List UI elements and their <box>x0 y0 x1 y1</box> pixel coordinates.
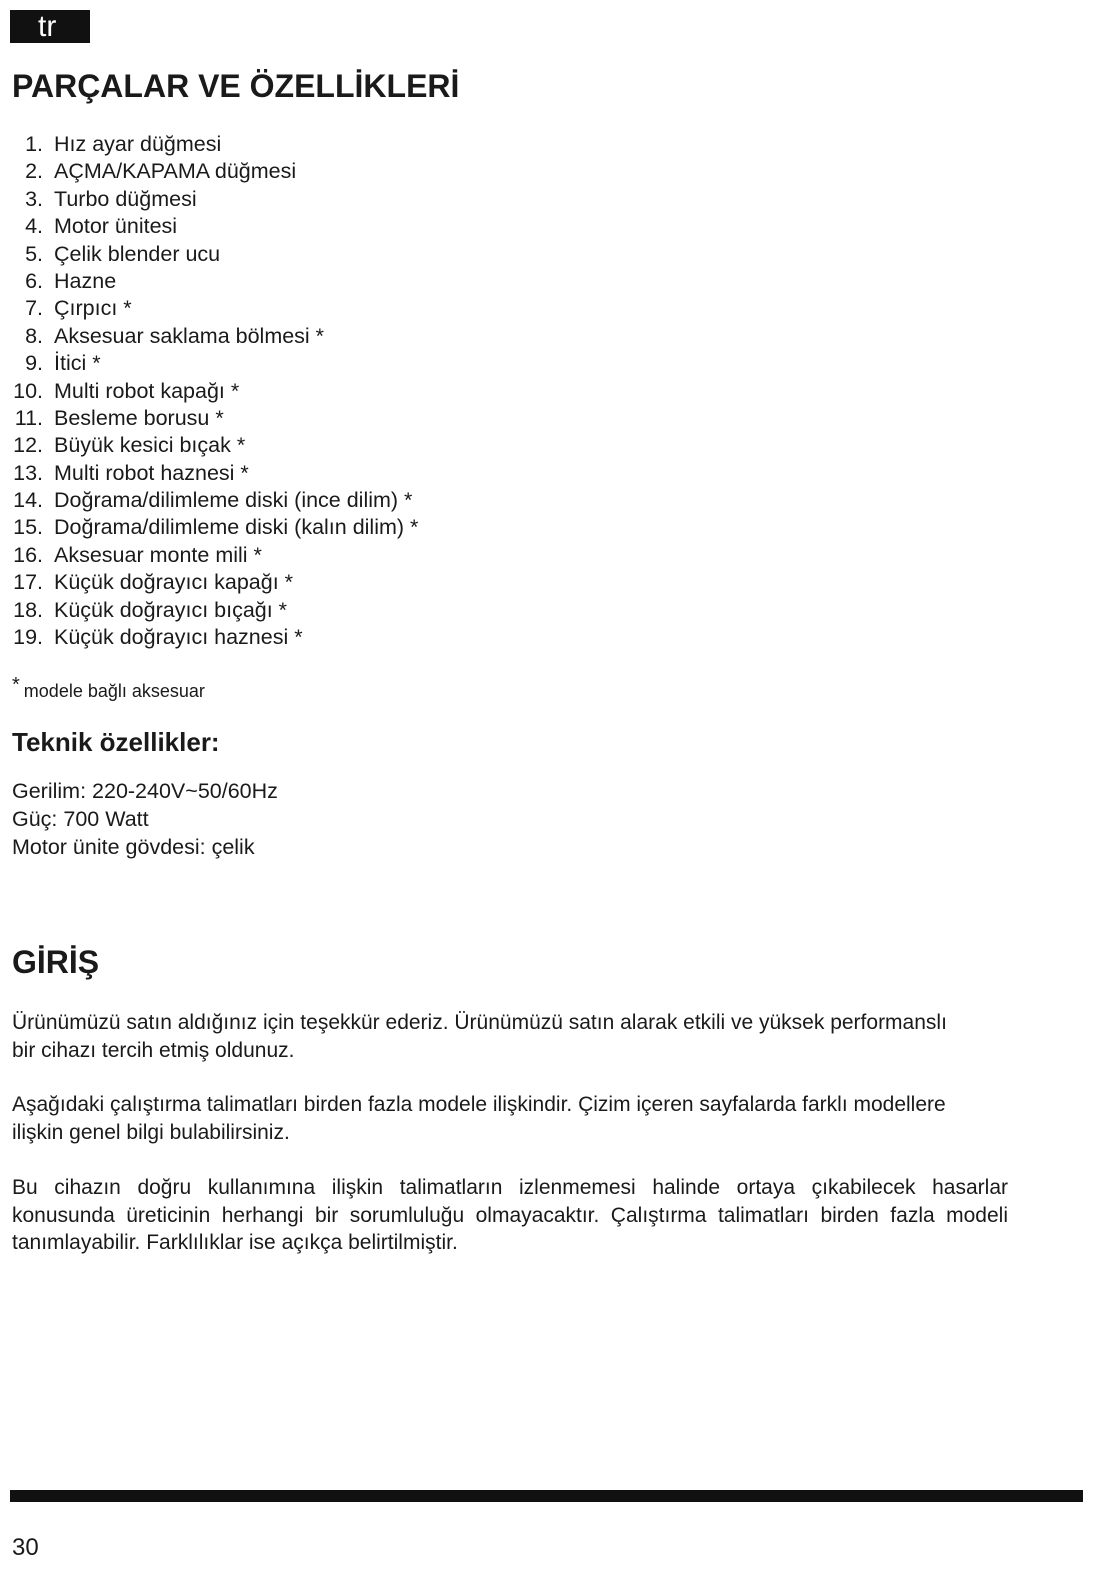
intro-section-title: GİRİŞ <box>12 944 100 980</box>
spec-line: Motor ünite gövdesi: çelik <box>12 835 255 859</box>
list-item: 1. Hız ayar düğmesi <box>25 132 222 156</box>
list-item: 18. Küçük doğrayıcı bıçağı * <box>13 597 288 622</box>
language-tab: tr <box>10 10 90 43</box>
list-item: 15. Doğrama/dilimleme diski (kalın dilim) * <box>13 515 419 540</box>
specs-list <box>12 777 278 861</box>
parts-section-title: PARÇALAR VE ÖZELLİKLERİ <box>12 68 460 104</box>
intro-paragraph: Aşağıdaki çalıştırma talimatları birden fazla modele ilişkindir. Çizim içeren sayfalarda farklı modellere ilişkin genel bilgi bulabilirsiniz. <box>12 1093 946 1144</box>
accessory-footnote: * modele bağlı aksesuar <box>12 674 205 701</box>
spec-line: Güç: 700 Watt <box>12 807 149 831</box>
list-item: 7. Çırpıcı * <box>25 296 132 321</box>
list-item: 17. Küçük doğrayıcı kapağı * <box>13 570 294 595</box>
list-item: 19. Küçük doğrayıcı haznesi * <box>13 625 303 650</box>
list-item: 16. Aksesuar monte mili * <box>13 542 262 567</box>
page-number: 30 <box>12 1534 39 1561</box>
parts-list <box>0 131 418 651</box>
list-item: 10. Multi robot kapağı * <box>13 378 240 403</box>
intro-paragraph: Ürünümüzü satın aldığınız için teşekkür ederiz. Ürünümüzü satın alarak etkili ve yüksek performanslı bir cihazı tercih etmiş oldunuz. <box>12 1011 947 1062</box>
footer-divider <box>10 1490 1083 1502</box>
list-item: 13. Multi robot haznesi * <box>13 460 249 485</box>
list-item: 6. Hazne <box>25 268 117 293</box>
list-item: 5. Çelik blender ucu <box>25 241 221 266</box>
spec-line: Gerilim: 220-240V~50/60Hz <box>12 779 278 803</box>
list-item: 8. Aksesuar saklama bölmesi * <box>25 323 325 348</box>
intro-paragraph: Bu cihazın doğru kullanımına ilişkin talimatların izlenmemesi halinde ortaya çıkabilecek hasarlar konusunda üreticinin herhangi bir sorumluluğu olmayacaktır. Çalıştırma talimatları birden fazla modeli tanımlayabilir. Farklılıklar ise açıkça belirtilmiştir. <box>12 1176 1008 1254</box>
list-item: 4. Motor ünitesi <box>25 214 178 239</box>
list-item: 9. İtici * <box>25 351 101 376</box>
list-item: 2. AÇMA/KAPAMA düğmesi <box>25 159 297 184</box>
list-item: 12. Büyük kesici bıçak * <box>13 433 246 458</box>
list-item: 11. Besleme borusu * <box>14 405 224 430</box>
list-item: 14. Doğrama/dilimleme diski (ince dilim) * <box>13 488 413 513</box>
list-item: 3. Turbo düğmesi <box>25 186 197 211</box>
specs-section-title: Teknik özellikler: <box>12 727 220 757</box>
